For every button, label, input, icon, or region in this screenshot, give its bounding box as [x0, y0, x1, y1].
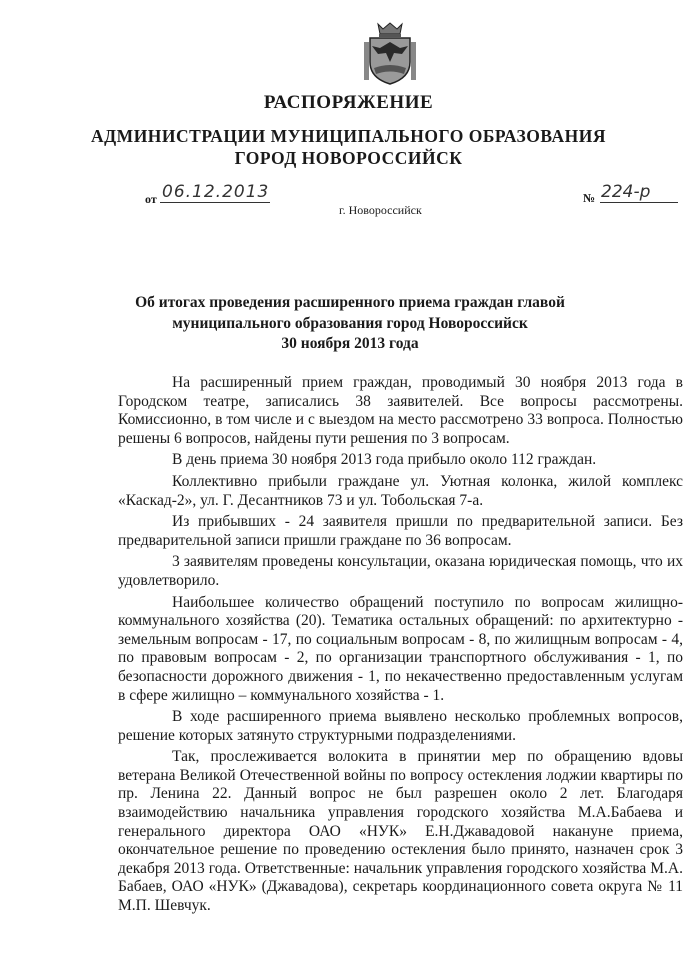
- subject-line-1: Об итогах проведения расширенного приема граждан главой: [135, 294, 565, 311]
- date-label: от: [145, 192, 157, 206]
- body-paragraph: В день приема 30 ноября 2013 года прибыло около 112 граждан.: [172, 451, 597, 469]
- handwritten-number: 224-р: [601, 182, 651, 202]
- subject-line-2: муниципального образования город Новороссийск: [172, 314, 528, 332]
- body-paragraph: На расширенный прием граждан, проводимый 30 ноября 2013 года в Городском театре, записались 38 заявителей. Все вопросы рассмотрены. Комиссионно, в том числе и с выездом на место рассмотрено 33 вопроса. Полностью решены 6 вопросов, найдены пути решения по 3 вопросам.: [118, 374, 683, 447]
- authority-line-1: АДМИНИСТРАЦИИ МУНИЦИПАЛЬНОГО ОБРАЗОВАНИЯ: [91, 126, 606, 146]
- authority-line-2: ГОРОД НОВОРОССИЙСК: [234, 148, 463, 168]
- document-subject: [100, 293, 600, 355]
- number-label: №: [583, 191, 596, 205]
- document-meta-row: [0, 180, 697, 220]
- body-paragraph: В ходе расширенного приема выявлено несколько проблемных вопросов, решение которых затянуто структурными подразделениями.: [118, 708, 683, 744]
- city-coat-of-arms-icon: [364, 22, 416, 86]
- body-paragraph: Так, прослеживается волокита в принятии мер по обращению вдовы ветерана Великой Отечественной войны по вопросу остекления лоджии квартиры по пр. Ленина 22. Данный вопрос не был разрешен около 2 лет. Благодаря взаимодействию начальника управления городского хозяйства М.А.Бабаева и генерального директора ОАО «НУК» Е.Н.Джавадовой накануне приема, окончательное решение по проведению остекления было принято, назначен срок 3 декабря 2013 года. Ответственные: начальник управления городского хозяйства М.А. Бабаев, ОАО «НУК» (Джавадова), секретарь координационного совета округа № 11 М.П. Шевчук.: [118, 748, 683, 915]
- issue-city: г. Новороссийск: [339, 203, 422, 217]
- number-underline: [600, 202, 678, 203]
- document-type-title: РАСПОРЯЖЕНИЕ: [263, 92, 434, 113]
- body-paragraph: Из прибывших - 24 заявителя пришли по предварительной записи. Без предварительной записи пришли граждане по 36 вопросам.: [118, 513, 683, 549]
- issuing-authority: [40, 125, 657, 169]
- document-body: [118, 374, 683, 919]
- body-paragraph: 3 заявителям проведены консультации, оказана юридическая помощь, что их удовлетворило.: [118, 553, 683, 589]
- body-paragraph: Коллективно прибыли граждане ул. Уютная колонка, жилой комплекс «Каскад-2», ул. Г. Десантников 73 и ул. Тобольская 7-а.: [118, 472, 683, 509]
- body-paragraph: Наибольшее количество обращений поступило по вопросам жилищно-коммунального хозяйства (20). Тематика остальных обращений: по архитектурно - земельным вопросам - 17, по социальным вопросам - 8, по жилищным вопросам - 4, по правовым вопросам - 2, по организации транспортного обслуживания - 1, по безопасности дорожного движения - 1, по некачественно предоставленным услугам в сфере жилищно – коммунального хозяйства - 1.: [118, 593, 683, 704]
- handwritten-date: 06.12.2013: [162, 182, 270, 202]
- subject-line-3: 30 ноября 2013 года: [281, 335, 419, 352]
- date-underline: [160, 202, 270, 203]
